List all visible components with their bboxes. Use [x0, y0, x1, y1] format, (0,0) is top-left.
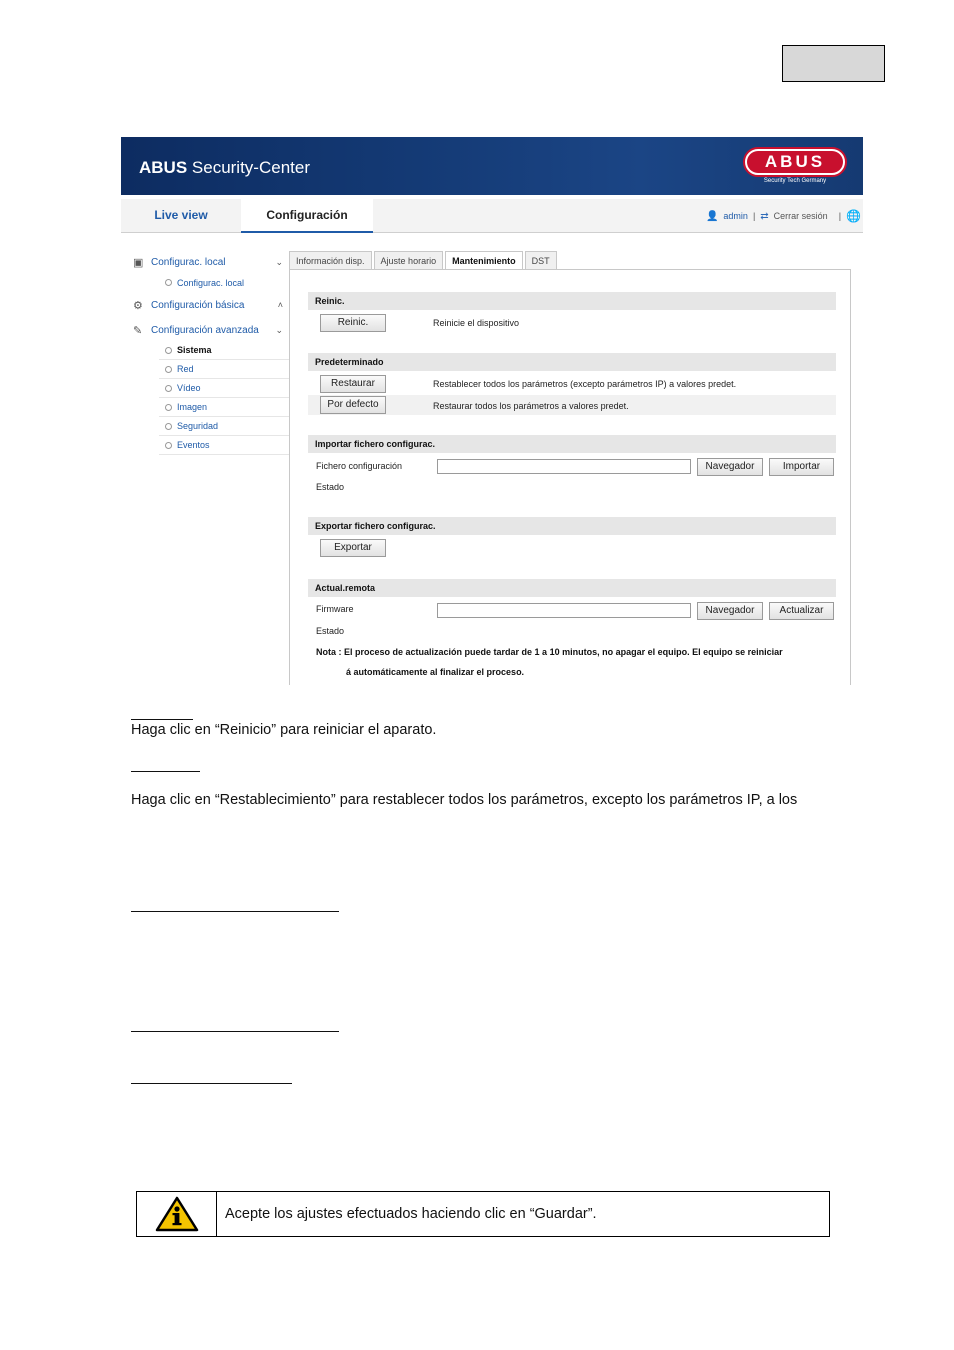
firmware-input[interactable]: [437, 603, 691, 618]
logo-tagline: Security Tech Germany: [763, 178, 827, 184]
sidebar-item-imagen[interactable]: Imagen: [159, 398, 289, 417]
browse-firmware-button[interactable]: Navegador: [697, 602, 763, 620]
export-button[interactable]: Exportar: [320, 539, 386, 557]
sidebar-group-advanced[interactable]: ✎ Configuración avanzada ⌄: [133, 324, 283, 337]
sidebar-group-basic[interactable]: ⚙ Configuración básica ˄: [133, 299, 283, 312]
tab-live-view[interactable]: Live view: [154, 208, 208, 222]
abus-logo: ABUS: [743, 147, 847, 177]
sidebar-item-video[interactable]: Vídeo: [159, 379, 289, 398]
heading-underline-update: [131, 1083, 292, 1084]
main-nav: [121, 199, 863, 233]
separator: |: [752, 211, 756, 221]
firmware-label: Firmware: [316, 604, 354, 614]
wrench-icon: ✎: [133, 324, 143, 337]
gear-icon: ⚙: [133, 299, 143, 312]
sidebar-item-local[interactable]: Configurac. local: [159, 273, 289, 292]
factory-default-button[interactable]: Por defecto: [320, 396, 386, 414]
import-status-label: Estado: [316, 482, 345, 492]
restore-desc: Restablecer todos los parámetros (excepto parámetros IP) a valores predet.: [433, 379, 737, 389]
config-file-input[interactable]: [437, 459, 691, 474]
section-import-title: Importar fichero configurac.: [308, 435, 836, 453]
config-tabs: [289, 251, 559, 270]
globe-icon[interactable]: 🌐: [846, 209, 861, 223]
sidebar: [133, 251, 289, 455]
config-file-label: Fichero configuración: [316, 461, 403, 471]
reboot-button[interactable]: Reinic.: [320, 314, 386, 332]
reboot-desc: Reinicie el dispositivo: [433, 318, 520, 328]
browse-config-button[interactable]: Navegador: [697, 458, 763, 476]
paragraph-restablecimiento: Haga clic en “Restablecimiento” para restablecer todos los parámetros, excepto los parámetros IP, a los: [131, 792, 798, 808]
maintenance-panel: [289, 269, 851, 685]
logout-link[interactable]: Cerrar sesión: [773, 211, 828, 221]
tab-configuracion[interactable]: Configuración: [241, 199, 373, 233]
separator: |: [838, 211, 842, 221]
update-note-line2: á automáticamente al finalizar el proceso.: [346, 667, 525, 677]
tab-mantenimiento[interactable]: Mantenimiento: [445, 251, 523, 270]
monitor-icon: ▣: [133, 256, 144, 269]
tab-informacion[interactable]: Información disp.: [289, 251, 372, 270]
user-icon: 👤: [705, 210, 719, 222]
update-note-line1: Nota : El proceso de actualización puede tardar de 1 a 10 minutos, no apagar el equipo. El equipo se reiniciar: [316, 647, 783, 657]
language-box: [782, 45, 885, 82]
user-area: [706, 209, 861, 223]
app-title: ABUS Security-Center: [139, 158, 310, 177]
sidebar-item-eventos[interactable]: Eventos: [159, 436, 289, 455]
section-remote-title: Actual.remota: [308, 579, 836, 597]
factory-default-desc: Restaurar todos los parámetros a valores predet.: [433, 401, 629, 411]
user-name[interactable]: admin: [723, 211, 748, 221]
chevron-down-icon: ⌄: [275, 324, 283, 335]
remote-status-label: Estado: [316, 626, 345, 636]
sidebar-group-local[interactable]: ▣ Configurac. local ⌄: [133, 256, 283, 269]
heading-underline-restablecimiento: [131, 771, 200, 772]
section-export-title: Exportar fichero configurac.: [308, 517, 836, 535]
update-button[interactable]: Actualizar: [769, 602, 834, 620]
note-text: Acepte los ajustes efectuados haciendo clic en “Guardar”.: [225, 1206, 597, 1222]
note-icon-cell: [137, 1192, 217, 1236]
logout-icon: ⇄: [760, 210, 769, 222]
warning-info-icon: [155, 1196, 199, 1232]
sidebar-item-sistema[interactable]: Sistema: [159, 341, 289, 360]
chevron-up-icon: ˄: [277, 300, 283, 310]
ui-screenshot: [121, 137, 863, 685]
sidebar-item-red[interactable]: Red: [159, 360, 289, 379]
tab-ajuste-horario[interactable]: Ajuste horario: [374, 251, 444, 270]
sidebar-item-seguridad[interactable]: Seguridad: [159, 417, 289, 436]
header-banner: [121, 137, 863, 195]
paragraph-reinicio: Haga clic en “Reinicio” para reiniciar el aparato.: [131, 722, 437, 738]
chevron-down-icon: ⌄: [275, 256, 283, 267]
heading-underline-reinicio: [131, 719, 193, 720]
import-button[interactable]: Importar: [769, 458, 834, 476]
note-box: [136, 1191, 830, 1237]
restore-button[interactable]: Restaurar: [320, 375, 386, 393]
tab-dst[interactable]: DST: [525, 251, 557, 270]
heading-underline-export: [131, 1031, 339, 1032]
heading-underline-import: [131, 911, 339, 912]
section-default-title: Predeterminado: [308, 353, 836, 371]
section-reinic-title: Reinic.: [308, 292, 836, 310]
